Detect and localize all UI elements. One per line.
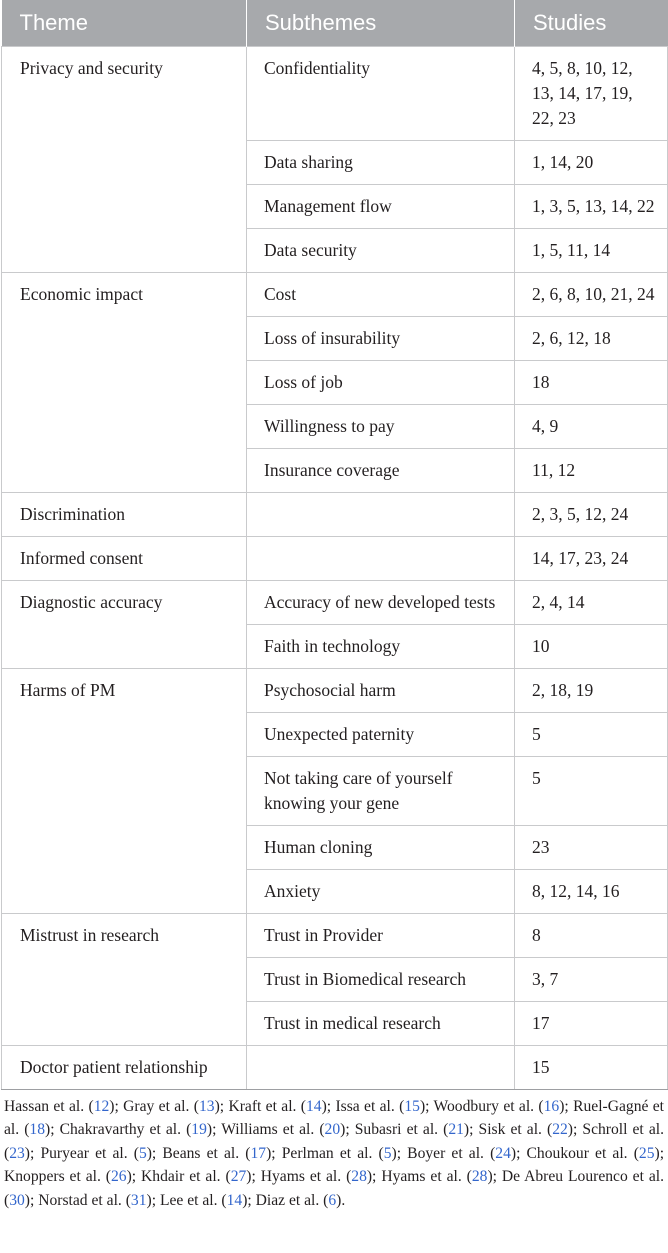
subtheme-cell: Management flow <box>247 184 515 228</box>
subtheme-cell: Cost <box>247 272 515 316</box>
footnote-ref-link[interactable]: 27 <box>230 1168 247 1186</box>
subtheme-cell: Trust in Biomedical research <box>247 957 515 1001</box>
footnote-ref-link[interactable]: 25 <box>638 1144 655 1162</box>
footnote-ref-link[interactable]: 31 <box>130 1191 147 1209</box>
studies-cell: 1, 3, 5, 13, 14, 22 <box>515 184 668 228</box>
studies-cell: 4, 9 <box>515 404 668 448</box>
footnote-author: Hyams et al. <box>381 1168 462 1186</box>
header-theme: Theme <box>2 0 247 46</box>
table-row <box>2 913 668 957</box>
footnote-ref-link[interactable]: 5 <box>383 1144 392 1162</box>
studies-cell: 2, 4, 14 <box>515 580 668 624</box>
footnote-ref-link[interactable]: 24 <box>495 1144 511 1162</box>
themes-table <box>1 0 668 1090</box>
studies-cell: 10 <box>515 624 668 668</box>
studies-cell: 8, 12, 14, 16 <box>515 869 668 913</box>
theme-cell: Informed consent <box>2 536 247 580</box>
header-subthemes: Subthemes <box>247 0 515 46</box>
studies-cell: 5 <box>515 712 668 756</box>
footnote-ref-link[interactable]: 30 <box>9 1191 25 1209</box>
theme-cell: Privacy and security <box>2 46 247 272</box>
subtheme-cell: Accuracy of new developed tests <box>247 580 515 624</box>
subtheme-cell: Psychosocial harm <box>247 668 515 712</box>
theme-cell: Discrimination <box>2 492 247 536</box>
footnote-ref-link[interactable]: 16 <box>543 1097 560 1115</box>
studies-cell: 3, 7 <box>515 957 668 1001</box>
footnote-author: Hyams et al. <box>260 1168 342 1186</box>
footnote-ref-link[interactable]: 17 <box>250 1144 267 1162</box>
studies-cell: 8 <box>515 913 668 957</box>
footnote-author: Puryear et al. <box>40 1144 128 1162</box>
theme-cell: Economic impact <box>2 272 247 492</box>
subtheme-cell: Not taking care of yourself knowing your gene <box>247 756 515 825</box>
table-row <box>2 272 668 316</box>
subtheme-cell: Data security <box>247 228 515 272</box>
footnote-author: Woodbury et al. <box>433 1097 535 1115</box>
studies-cell: 23 <box>515 825 668 869</box>
footnote-ref-link[interactable]: 14 <box>305 1097 322 1115</box>
footnote-ref-link[interactable]: 6 <box>328 1191 337 1209</box>
studies-cell: 18 <box>515 360 668 404</box>
footnote: Hassan et al. (12); Gray et al. (13); Kraft et al. (14); Issa et al. (15); Woodbury et al. (16); Ruel-Gagné et al. (18); Chakravarthy et al. (19); Williams et al. (20); Subasri et al. (21); Sisk et al. (22); Schroll et al. (23); Puryear et al. (5); Beans et al. (17); Perlman et al. (5); Boyer et al. (24); Choukour et al. (25); Knoppers et al. (26); Khdair et al. (27); Hyams et al. (28); Hyams et al. (28); De Abreu Lourenco et al. (30); Norstad et al. (31); Lee et al. (14); Diaz et al. (6). <box>4 1097 665 1209</box>
studies-cell: 11, 12 <box>515 448 668 492</box>
theme-cell: Mistrust in research <box>2 913 247 1045</box>
subtheme-cell: Insurance coverage <box>247 448 515 492</box>
subtheme-cell: Faith in technology <box>247 624 515 668</box>
theme-cell: Doctor patient relationship <box>2 1045 247 1089</box>
subtheme-cell: Loss of job <box>247 360 515 404</box>
footnote-author: Diaz et al. <box>255 1191 320 1209</box>
subtheme-cell: Trust in Provider <box>247 913 515 957</box>
footnote-author: Choukour et al. <box>526 1144 628 1162</box>
table-row <box>2 492 668 536</box>
footnote-author: Sisk et al. <box>478 1121 542 1139</box>
footnote-author: Issa et al. <box>335 1097 395 1115</box>
footnote-author: Perlman et al. <box>281 1144 373 1162</box>
studies-cell: 2, 6, 12, 18 <box>515 316 668 360</box>
table-container <box>1 0 667 1212</box>
footnote-author: Williams et al. <box>221 1121 315 1139</box>
footnote-ref-link[interactable]: 21 <box>448 1121 464 1139</box>
footnote-ref-link[interactable]: 13 <box>198 1097 215 1115</box>
subtheme-cell <box>247 492 515 536</box>
studies-cell: 4, 5, 8, 10, 12, 13, 14, 17, 19, 22, 23 <box>515 46 668 140</box>
footnote-author: Norstad et al. <box>38 1191 122 1209</box>
footnote-ref-link[interactable]: 12 <box>93 1097 110 1115</box>
header-row <box>2 0 668 46</box>
footnote-ref-link[interactable]: 28 <box>351 1168 367 1186</box>
footnote-author: Hassan et al. <box>4 1097 85 1115</box>
subtheme-cell: Unexpected paternity <box>247 712 515 756</box>
footnote-author: De Abreu Lourenco et al. <box>501 1168 664 1186</box>
studies-cell: 14, 17, 23, 24 <box>515 536 668 580</box>
table-body <box>2 46 668 1089</box>
studies-cell: 5 <box>515 756 668 825</box>
subtheme-cell: Trust in medical research <box>247 1001 515 1045</box>
subtheme-cell <box>247 536 515 580</box>
footnote-ref-link[interactable]: 15 <box>404 1097 420 1115</box>
studies-cell: 2, 6, 8, 10, 21, 24 <box>515 272 668 316</box>
subtheme-cell: Loss of insurability <box>247 316 515 360</box>
studies-cell: 17 <box>515 1001 668 1045</box>
footnote-author: Chakravarthy et al. <box>59 1121 182 1139</box>
studies-cell: 15 <box>515 1045 668 1089</box>
studies-cell: 2, 18, 19 <box>515 668 668 712</box>
footnote-author: Ruel-Gagné et al. <box>4 1097 665 1139</box>
footnote-ref-link[interactable]: 26 <box>110 1168 127 1186</box>
footnote-author: Lee et al. <box>159 1191 218 1209</box>
studies-cell: 1, 14, 20 <box>515 140 668 184</box>
footnote-ref-link[interactable]: 14 <box>226 1191 243 1209</box>
theme-cell: Harms of PM <box>2 668 247 913</box>
theme-cell: Diagnostic accuracy <box>2 580 247 668</box>
table-row <box>2 536 668 580</box>
table-row <box>2 1045 668 1089</box>
footnote-author: Knoppers et al. <box>4 1168 101 1186</box>
subtheme-cell: Data sharing <box>247 140 515 184</box>
footnote-ref-link[interactable]: 20 <box>324 1121 341 1139</box>
table-row <box>2 580 668 624</box>
header-studies: Studies <box>515 0 668 46</box>
subtheme-cell: Anxiety <box>247 869 515 913</box>
footnote-author: Boyer et al. <box>407 1144 484 1162</box>
table-row <box>2 668 668 712</box>
subtheme-cell: Confidentiality <box>247 46 515 140</box>
subtheme-cell: Human cloning <box>247 825 515 869</box>
footnote-author: Khdair et al. <box>141 1168 221 1186</box>
footnote-ref-link[interactable]: 28 <box>471 1168 488 1186</box>
footnote-ref-link[interactable]: 23 <box>9 1144 25 1162</box>
footnote-ref-link[interactable]: 19 <box>191 1121 207 1139</box>
footnote-author: Kraft et al. <box>228 1097 297 1115</box>
table-row <box>2 46 668 140</box>
footnote-author: Beans et al. <box>162 1144 240 1162</box>
studies-cell: 2, 3, 5, 12, 24 <box>515 492 668 536</box>
subtheme-cell: Willingness to pay <box>247 404 515 448</box>
footnote-ref-link[interactable]: 22 <box>552 1121 568 1139</box>
footnote-author: Gray et al. <box>123 1097 190 1115</box>
studies-cell: 1, 5, 11, 14 <box>515 228 668 272</box>
footnote-ref-link[interactable]: 5 <box>138 1144 147 1162</box>
footnote-author: Schroll et al. <box>582 1121 664 1139</box>
subtheme-cell <box>247 1045 515 1089</box>
footnote-ref-link[interactable]: 18 <box>29 1121 46 1139</box>
footnote-author: Subasri et al. <box>354 1121 439 1139</box>
